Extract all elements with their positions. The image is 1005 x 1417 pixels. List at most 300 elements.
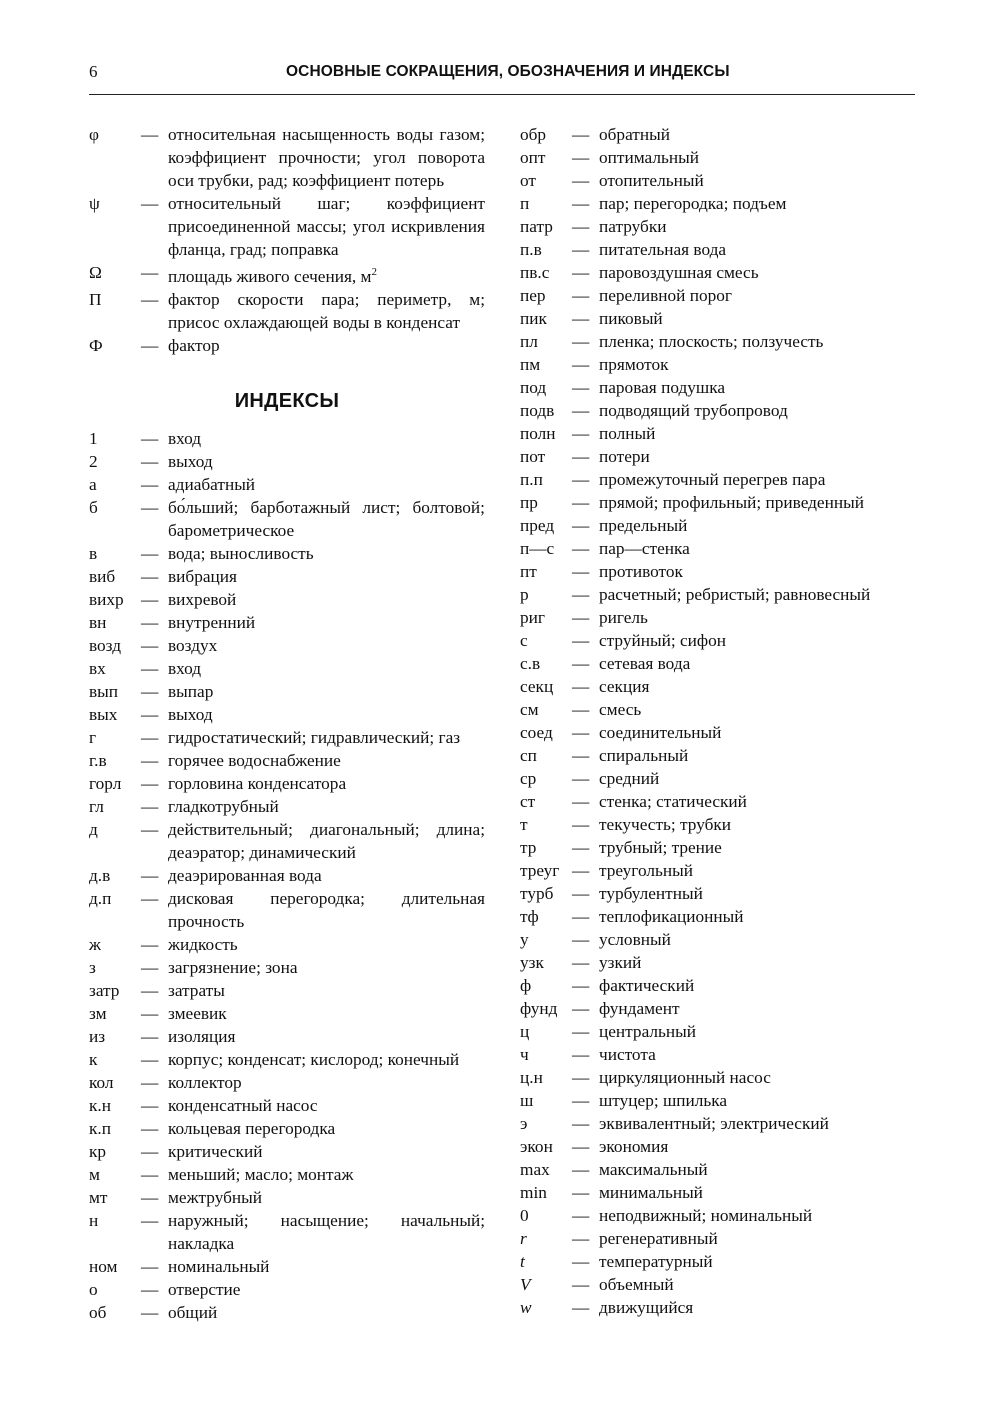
entry-term: патр xyxy=(520,217,553,236)
entry-dash: — xyxy=(572,654,590,673)
entry-definition xyxy=(168,542,485,565)
entry-term: t xyxy=(520,1252,525,1271)
entry-definition-text: относительная насыщенность воды газом; коэффициент прочности; угол поворота оси трубки, рад; коэффициент потерь xyxy=(168,125,485,190)
entry-definition xyxy=(599,836,920,859)
entry-dash: — xyxy=(572,585,590,604)
entry-definition-text: вход xyxy=(168,659,202,678)
entry-dash: — xyxy=(141,475,159,494)
entry-dash: — xyxy=(141,1050,159,1069)
entry-definition xyxy=(168,427,485,450)
entry-term: ср xyxy=(520,769,537,788)
entry-definition xyxy=(599,330,920,353)
entry-dash: — xyxy=(572,1114,590,1133)
entry-definition-text: соединительный xyxy=(599,723,722,742)
entry-definition-text: регенеративный xyxy=(599,1229,718,1248)
entry-term: кол xyxy=(89,1073,114,1092)
entry-term: от xyxy=(520,171,536,190)
entry-definition-text: прямоток xyxy=(599,355,669,374)
entry-dash: — xyxy=(141,774,159,793)
entry-dash: — xyxy=(572,1045,590,1064)
glossary-entry xyxy=(89,1117,485,1140)
entry-definition-text: фактический xyxy=(599,976,695,995)
entry-definition xyxy=(599,790,920,813)
glossary-entry xyxy=(520,928,920,951)
entry-term: ст xyxy=(520,792,536,811)
entry-term: 2 xyxy=(89,452,98,471)
entry-definition-text: воздух xyxy=(168,636,218,655)
entry-dash: — xyxy=(141,1027,159,1046)
glossary-entry xyxy=(89,1048,485,1071)
entry-term: соед xyxy=(520,723,553,742)
page-number: 6 xyxy=(89,62,98,81)
glossary-entry xyxy=(520,813,920,836)
entry-definition-text: критический xyxy=(168,1142,263,1161)
glossary-entry xyxy=(89,1071,485,1094)
entry-dash: — xyxy=(572,171,590,190)
entry-dash: — xyxy=(141,452,159,471)
glossary-entry xyxy=(520,307,920,330)
glossary-entry xyxy=(89,565,485,588)
glossary-entry xyxy=(520,1020,920,1043)
entry-dash: — xyxy=(141,1211,159,1230)
entry-definition-text: спиральный xyxy=(599,746,689,765)
entry-definition xyxy=(168,288,485,334)
entry-definition-text: загрязнение; зона xyxy=(168,958,298,977)
entry-definition xyxy=(599,192,920,215)
entry-definition-text: выход xyxy=(168,452,213,471)
entry-dash: — xyxy=(572,1068,590,1087)
entry-definition xyxy=(599,744,920,767)
entry-definition-text: циркуляционный насос xyxy=(599,1068,771,1087)
entry-definition-text: относительный шаг; коэффициент присоединенной массы; угол искривления фланца, град; поправка xyxy=(168,194,485,259)
entry-dash: — xyxy=(572,401,590,420)
entry-definition-text: переливной порог xyxy=(599,286,732,305)
entry-dash: — xyxy=(141,544,159,563)
entry-definition-text: гладкотрубный xyxy=(168,797,279,816)
glossary-entry xyxy=(520,721,920,744)
entry-definition xyxy=(168,680,485,703)
entry-definition-text: стенка; статический xyxy=(599,792,747,811)
entry-definition xyxy=(168,657,485,680)
entry-dash: — xyxy=(141,1119,159,1138)
entry-dash: — xyxy=(572,1252,590,1271)
entry-dash: — xyxy=(572,976,590,995)
glossary-entry xyxy=(520,790,920,813)
entry-definition-text: вибрация xyxy=(168,567,237,586)
entry-definition xyxy=(599,123,920,146)
entry-dash: — xyxy=(141,590,159,609)
entry-dash: — xyxy=(141,1142,159,1161)
glossary-entry xyxy=(520,1112,920,1135)
entry-definition-text: узкий xyxy=(599,953,642,972)
entry-definition-text: гидростатический; гидравлический; газ xyxy=(168,728,461,747)
entry-dash: — xyxy=(572,263,590,282)
entry-definition-text: расчетный; ребристый; равновесный xyxy=(599,585,871,604)
entry-term: к.н xyxy=(89,1096,111,1115)
entry-definition xyxy=(168,565,485,588)
glossary-entry xyxy=(520,951,920,974)
entry-definition xyxy=(168,1071,485,1094)
glossary-entry xyxy=(520,744,920,767)
entry-definition-text: жидкость xyxy=(168,935,238,954)
entry-definition xyxy=(168,1301,485,1324)
entry-dash: — xyxy=(572,493,590,512)
glossary-entry xyxy=(89,795,485,818)
entry-dash: — xyxy=(572,309,590,328)
glossary-entry xyxy=(89,496,485,542)
entry-definition xyxy=(599,721,920,744)
entry-dash: — xyxy=(141,1257,159,1276)
entry-definition-text: минимальный xyxy=(599,1183,703,1202)
entry-definition-text: противоток xyxy=(599,562,683,581)
entry-definition-text: патрубки xyxy=(599,217,667,236)
entry-term: кр xyxy=(89,1142,107,1161)
entry-dash: — xyxy=(572,240,590,259)
entry-dash: — xyxy=(572,953,590,972)
glossary-entry xyxy=(89,288,485,334)
entry-definition xyxy=(599,238,920,261)
entry-definition xyxy=(168,192,485,261)
entry-definition xyxy=(599,583,920,606)
entry-term: з xyxy=(89,958,96,977)
entry-term: с xyxy=(520,631,528,650)
entry-term: min xyxy=(520,1183,547,1202)
entry-definition-text: движущийся xyxy=(599,1298,694,1317)
entry-definition-text: промежуточный перегрев пара xyxy=(599,470,826,489)
entry-dash: — xyxy=(572,1137,590,1156)
glossary-entry xyxy=(89,1025,485,1048)
entry-dash: — xyxy=(141,1096,159,1115)
glossary-entry xyxy=(89,473,485,496)
entry-definition xyxy=(599,1112,920,1135)
glossary-entry xyxy=(520,836,920,859)
entry-dash: — xyxy=(572,562,590,581)
entry-term: ψ xyxy=(89,194,100,213)
entry-definition xyxy=(599,1089,920,1112)
entry-term: подв xyxy=(520,401,555,420)
glossary-entry xyxy=(520,376,920,399)
entry-definition xyxy=(599,1158,920,1181)
glossary-entry xyxy=(89,772,485,795)
entry-term: н xyxy=(89,1211,99,1230)
entry-definition-text: выпар xyxy=(168,682,214,701)
entry-term: д.п xyxy=(89,889,112,908)
glossary-entry xyxy=(89,1209,485,1255)
entry-definition-text: пиковый xyxy=(599,309,663,328)
entry-definition xyxy=(599,146,920,169)
entry-dash: — xyxy=(572,1022,590,1041)
entry-term: у xyxy=(520,930,529,949)
entry-term: Ω xyxy=(89,263,102,282)
entry-dash: — xyxy=(572,332,590,351)
entry-term: max xyxy=(520,1160,550,1179)
glossary-entry xyxy=(520,491,920,514)
entry-term: ц.н xyxy=(520,1068,543,1087)
entry-definition xyxy=(168,334,485,357)
entry-definition-text: действительный; диагональный; длина; деаэратор; динамический xyxy=(168,820,485,862)
entry-definition xyxy=(168,726,485,749)
glossary-entry xyxy=(520,445,920,468)
glossary-entry xyxy=(89,542,485,565)
glossary-entry xyxy=(89,1163,485,1186)
entry-definition xyxy=(599,905,920,928)
entry-dash: — xyxy=(141,935,159,954)
right-column xyxy=(520,123,920,1319)
entry-term: П xyxy=(89,290,102,309)
entry-term: фунд xyxy=(520,999,558,1018)
entry-dash: — xyxy=(572,516,590,535)
entry-definition-text: сетевая вода xyxy=(599,654,691,673)
glossary-entry xyxy=(89,611,485,634)
entry-definition xyxy=(599,537,920,560)
superscript: 2 xyxy=(371,266,377,278)
glossary-entry xyxy=(520,1273,920,1296)
entry-definition xyxy=(168,1186,485,1209)
entry-definition xyxy=(168,1048,485,1071)
entry-dash: — xyxy=(572,1091,590,1110)
entry-term: в xyxy=(89,544,98,563)
entry-term: узк xyxy=(520,953,544,972)
running-title: ОСНОВНЫЕ СОКРАЩЕНИЯ, ОБОЗНАЧЕНИЯ И ИНДЕКСЫ xyxy=(286,63,730,80)
glossary-entry xyxy=(89,956,485,979)
entry-term: вх xyxy=(89,659,106,678)
entry-definition-text: змеевик xyxy=(168,1004,227,1023)
entry-definition xyxy=(168,634,485,657)
entry-term: к.п xyxy=(89,1119,111,1138)
entry-term: о xyxy=(89,1280,98,1299)
entry-dash: — xyxy=(572,1229,590,1248)
entry-dash: — xyxy=(141,889,159,908)
entry-definition xyxy=(168,1163,485,1186)
entry-dash: — xyxy=(572,1160,590,1179)
entry-definition-text: горловина конденсатора xyxy=(168,774,347,793)
glossary-entry xyxy=(520,997,920,1020)
entry-dash: — xyxy=(141,498,159,517)
entry-definition xyxy=(599,491,920,514)
entry-dash: — xyxy=(572,424,590,443)
entry-definition xyxy=(168,1209,485,1255)
entry-definition-text: штуцер; шпилька xyxy=(599,1091,728,1110)
entry-definition-text: условный xyxy=(599,930,671,949)
entry-definition-text: меньший; масло; монтаж xyxy=(168,1165,354,1184)
entry-definition xyxy=(599,928,920,951)
glossary-entry xyxy=(520,1158,920,1181)
entry-definition xyxy=(168,772,485,795)
entry-definition xyxy=(168,933,485,956)
entry-term: д.в xyxy=(89,866,111,885)
entry-definition-text: текучесть; трубки xyxy=(599,815,732,834)
entry-definition xyxy=(168,123,485,192)
glossary-entry xyxy=(89,726,485,749)
entry-term: пв.с xyxy=(520,263,550,282)
entry-term: из xyxy=(89,1027,106,1046)
glossary-entry xyxy=(89,1255,485,1278)
entry-dash: — xyxy=(572,378,590,397)
indices-list-right xyxy=(520,123,920,1319)
entry-definition xyxy=(599,284,920,307)
entry-definition xyxy=(168,588,485,611)
entry-term: ф xyxy=(520,976,532,995)
entry-dash: — xyxy=(572,1206,590,1225)
entry-definition xyxy=(168,864,485,887)
entry-dash: — xyxy=(572,286,590,305)
entry-definition-text: центральный xyxy=(599,1022,697,1041)
entry-term: об xyxy=(89,1303,107,1322)
glossary-entry xyxy=(89,192,485,261)
glossary-entry xyxy=(89,1094,485,1117)
entry-definition-text: оптимальный xyxy=(599,148,699,167)
glossary-entry xyxy=(520,169,920,192)
glossary-entry xyxy=(520,468,920,491)
entry-term: вн xyxy=(89,613,107,632)
glossary-entry xyxy=(520,192,920,215)
glossary-entry xyxy=(89,703,485,726)
entry-term: треуг xyxy=(520,861,560,880)
entry-dash: — xyxy=(141,1165,159,1184)
section-title-indices: ИНДЕКСЫ xyxy=(234,390,340,412)
glossary-entry xyxy=(520,123,920,146)
entry-definition xyxy=(599,1227,920,1250)
entry-definition-text: затраты xyxy=(168,981,225,1000)
entry-definition-text: треугольный xyxy=(599,861,693,880)
entry-term: экон xyxy=(520,1137,553,1156)
entry-definition-text: отверстие xyxy=(168,1280,241,1299)
entry-definition-text: пленка; плоскость; ползучесть xyxy=(599,332,824,351)
entry-definition-text: ригель xyxy=(599,608,648,627)
entry-dash: — xyxy=(572,217,590,236)
entry-definition-text: максимальный xyxy=(599,1160,708,1179)
entry-dash: — xyxy=(141,981,159,1000)
glossary-entry xyxy=(520,859,920,882)
entry-definition-text: коллектор xyxy=(168,1073,242,1092)
entry-definition xyxy=(168,1117,485,1140)
left-column xyxy=(89,123,485,1324)
glossary-entry xyxy=(89,450,485,473)
entry-term: д xyxy=(89,820,98,839)
entry-term: пик xyxy=(520,309,547,328)
entry-dash: — xyxy=(572,792,590,811)
entry-dash: — xyxy=(572,769,590,788)
glossary-entry xyxy=(89,1002,485,1025)
entry-term: п—с xyxy=(520,539,555,558)
entry-dash: — xyxy=(141,194,159,213)
entry-definition xyxy=(599,675,920,698)
entry-term: р xyxy=(520,585,529,604)
entry-definition-text: экономия xyxy=(599,1137,669,1156)
entry-definition-text: чистота xyxy=(599,1045,656,1064)
glossary-entry xyxy=(89,864,485,887)
entry-dash: — xyxy=(141,705,159,724)
entry-dash: — xyxy=(572,861,590,880)
glossary-entry xyxy=(89,334,485,357)
entry-definition xyxy=(168,450,485,473)
glossary-entry xyxy=(89,979,485,1002)
entry-definition-text: трубный; трение xyxy=(599,838,722,857)
entry-dash: — xyxy=(141,958,159,977)
entry-term: тф xyxy=(520,907,539,926)
entry-dash: — xyxy=(572,355,590,374)
glossary-entry xyxy=(89,818,485,864)
entry-definition-text: бо́льший; барботажный лист; болтовой; барометрическое xyxy=(168,498,485,540)
entry-definition xyxy=(599,215,920,238)
entry-dash: — xyxy=(141,797,159,816)
entry-dash: — xyxy=(141,336,159,355)
entry-definition xyxy=(168,473,485,496)
entry-definition-text: кольцевая перегородка xyxy=(168,1119,336,1138)
entry-definition-text: подводящий трубопровод xyxy=(599,401,788,420)
entry-definition-text: вихревой xyxy=(168,590,237,609)
entry-term: риг xyxy=(520,608,545,627)
entry-term: виб xyxy=(89,567,116,586)
entry-dash: — xyxy=(141,263,159,282)
entry-dash: — xyxy=(141,682,159,701)
glossary-entry xyxy=(520,560,920,583)
entry-dash: — xyxy=(572,1275,590,1294)
entry-definition xyxy=(599,514,920,537)
entry-definition-text: отопительный xyxy=(599,171,704,190)
entry-definition xyxy=(168,1278,485,1301)
entry-definition-text: неподвижный; номинальный xyxy=(599,1206,813,1225)
entry-definition xyxy=(599,859,920,882)
entry-definition xyxy=(599,468,920,491)
entry-dash: — xyxy=(141,866,159,885)
entry-definition-text: предельный xyxy=(599,516,688,535)
entry-definition-text: питательная вода xyxy=(599,240,727,259)
entry-definition-text: фундамент xyxy=(599,999,680,1018)
entry-term: секц xyxy=(520,677,554,696)
entry-dash: — xyxy=(141,567,159,586)
entry-definition xyxy=(168,1025,485,1048)
entry-term: φ xyxy=(89,125,99,144)
entry-term: пм xyxy=(520,355,541,374)
entry-definition xyxy=(168,1094,485,1117)
entry-definition-text: объемный xyxy=(599,1275,674,1294)
entry-definition-text: потери xyxy=(599,447,650,466)
glossary-entry xyxy=(520,215,920,238)
entry-definition xyxy=(599,169,920,192)
entry-definition-text: вход xyxy=(168,429,202,448)
entry-definition xyxy=(599,698,920,721)
entry-term: зм xyxy=(89,1004,107,1023)
entry-dash: — xyxy=(141,429,159,448)
entry-definition-text: выход xyxy=(168,705,213,724)
entry-term: см xyxy=(520,700,539,719)
entry-term: горл xyxy=(89,774,122,793)
entry-dash: — xyxy=(572,746,590,765)
entry-definition-text: секция xyxy=(599,677,650,696)
entry-definition xyxy=(599,606,920,629)
entry-definition-text: корпус; конденсат; кислород; конечный xyxy=(168,1050,460,1069)
entry-definition xyxy=(599,997,920,1020)
entry-term: пт xyxy=(520,562,537,581)
entry-dash: — xyxy=(141,1188,159,1207)
glossary-entry xyxy=(520,1135,920,1158)
entry-definition xyxy=(599,629,920,652)
entry-term: вихр xyxy=(89,590,124,609)
glossary-entry xyxy=(520,146,920,169)
entry-definition-text: деаэрированная вода xyxy=(168,866,322,885)
entry-dash: — xyxy=(572,838,590,857)
entry-definition-text: средний xyxy=(599,769,660,788)
entry-term: г xyxy=(89,728,97,747)
glossary-entry xyxy=(520,284,920,307)
entry-term: полн xyxy=(520,424,556,443)
entry-term: w xyxy=(520,1298,532,1317)
entry-term: б xyxy=(89,498,98,517)
entry-definition xyxy=(599,1066,920,1089)
entry-term: мт xyxy=(89,1188,108,1207)
entry-dash: — xyxy=(572,907,590,926)
